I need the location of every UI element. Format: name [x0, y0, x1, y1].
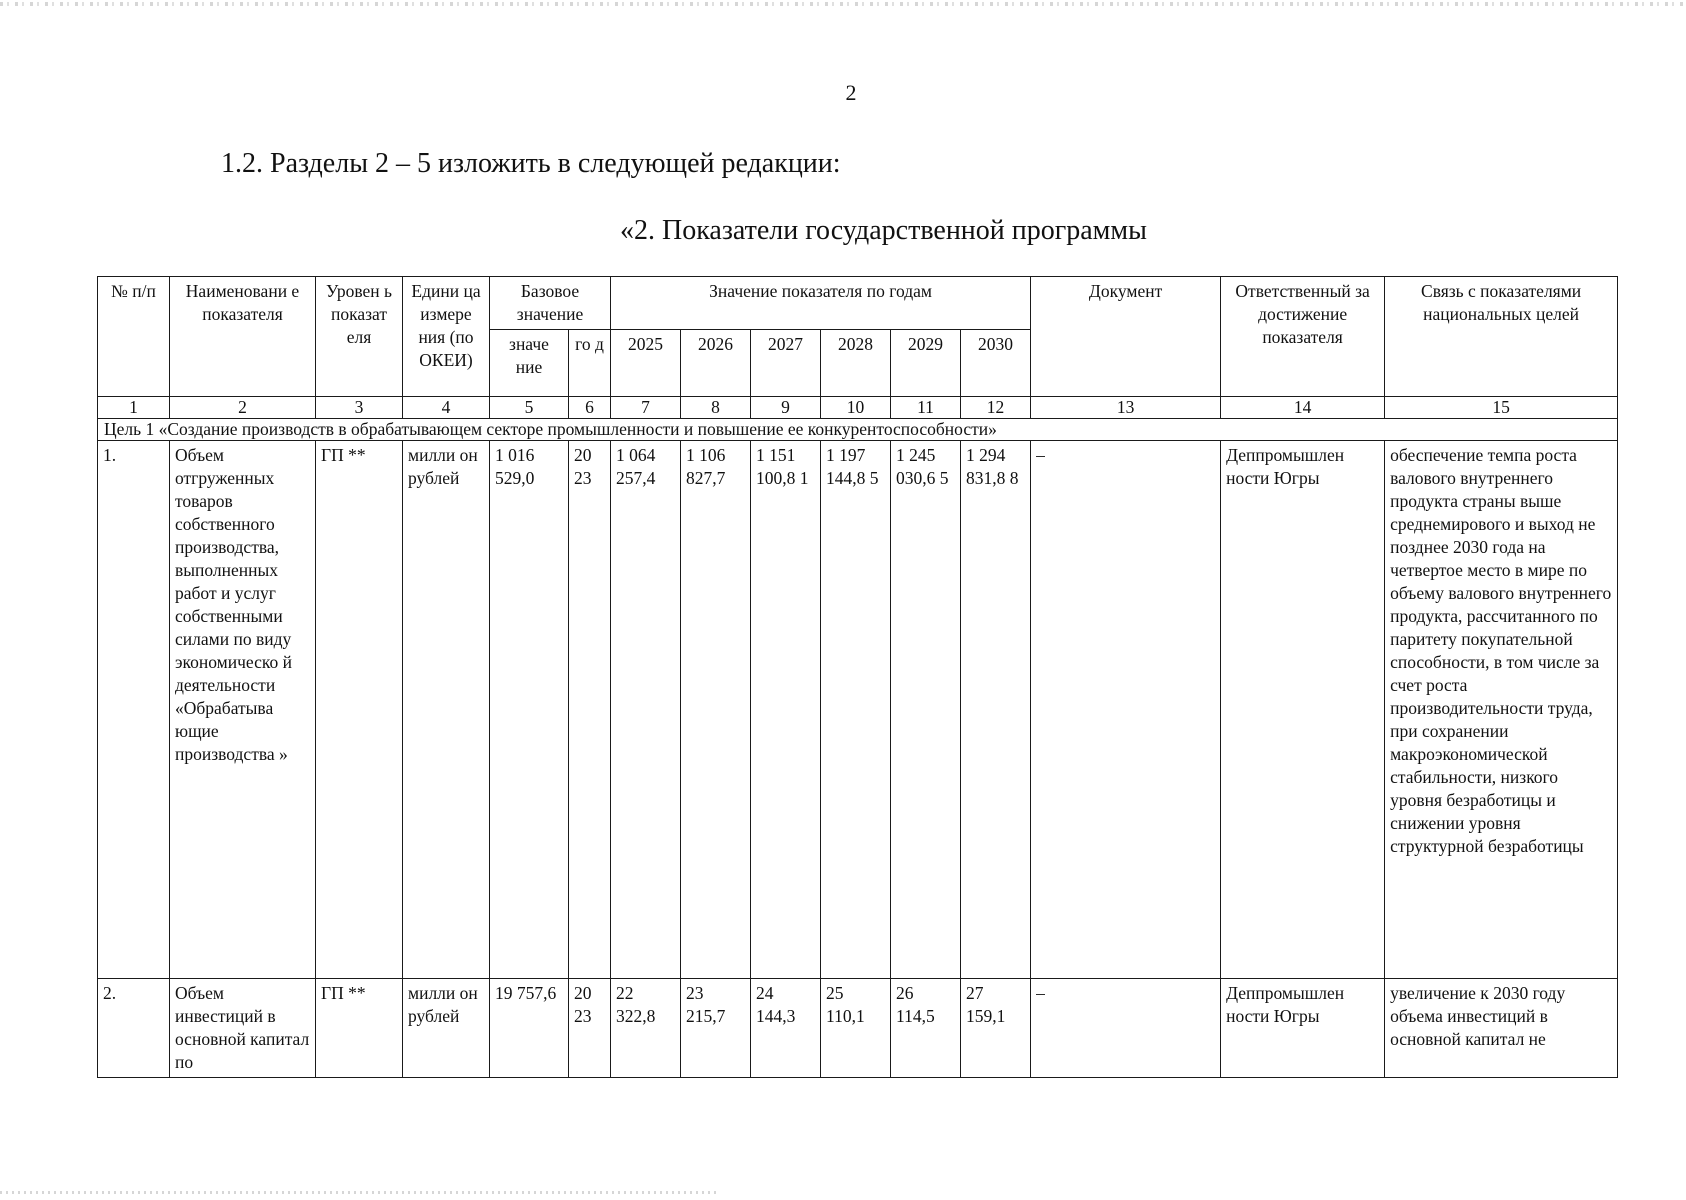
header-row-1 — [98, 277, 1618, 330]
column-number: 7 — [611, 397, 681, 419]
indicators-table — [97, 276, 1618, 1078]
scan-artifact-bottom — [0, 1191, 720, 1194]
row-value-2030: 27 159,1 — [961, 979, 1031, 1078]
row-value-2029: 1 245 030,6 5 — [891, 441, 961, 979]
row-unit: милли он рублей — [403, 441, 490, 979]
row-num: 2. — [98, 979, 170, 1078]
column-number: 15 — [1385, 397, 1618, 419]
row-value-2028: 25 110,1 — [821, 979, 891, 1078]
header-base-year: го д — [569, 330, 611, 397]
header-year-2030: 2030 — [961, 330, 1031, 397]
table-row — [98, 979, 1618, 1078]
row-value-2026: 1 106 827,7 — [681, 441, 751, 979]
header-name: Наименовани е показателя — [170, 277, 316, 397]
goal-row — [98, 419, 1618, 441]
column-number: 1 — [98, 397, 170, 419]
header-year-2025: 2025 — [611, 330, 681, 397]
row-value-2030: 1 294 831,8 8 — [961, 441, 1031, 979]
header-year-2026: 2026 — [681, 330, 751, 397]
column-number: 3 — [316, 397, 403, 419]
row-base-year: 20 23 — [569, 441, 611, 979]
column-number: 9 — [751, 397, 821, 419]
row-value-2026: 23 215,7 — [681, 979, 751, 1078]
instruction-text: 1.2. Разделы 2 – 5 изложить в следующей редакции: — [221, 148, 841, 179]
column-numbers-row — [98, 397, 1618, 419]
header-num: № п/п — [98, 277, 170, 397]
row-value-2028: 1 197 144,8 5 — [821, 441, 891, 979]
row-value-2029: 26 114,5 — [891, 979, 961, 1078]
row-value-2027: 1 151 100,8 1 — [751, 441, 821, 979]
row-base-value: 19 757,6 — [490, 979, 569, 1078]
header-base: Базовое значение — [490, 277, 611, 330]
row-name: Объем инвестиций в основной капитал по — [170, 979, 316, 1078]
row-document: – — [1031, 441, 1221, 979]
header-link: Связь с показателями национальных целей — [1385, 277, 1618, 397]
row-level: ГП ** — [316, 979, 403, 1078]
table-row — [98, 441, 1618, 979]
column-number: 12 — [961, 397, 1031, 419]
column-number: 11 — [891, 397, 961, 419]
row-document: – — [1031, 979, 1221, 1078]
row-link: обеспечение темпа роста валового внутреннего продукта страны выше среднемирового и выход не позднее 2030 года на четвертое место в мире по объему валового внутреннего продукта, рассчитанного по паритету покупательной способности, в том числе за счет роста производительности труда, при сохранении макроэкономической стабильности, низкого уровня безработицы и снижении уровня структурной безработицы — [1385, 441, 1618, 979]
column-number: 4 — [403, 397, 490, 419]
header-responsible: Ответственный за достижение показателя — [1221, 277, 1385, 397]
goal-text: Цель 1 «Создание производств в обрабатывающем секторе промышленности и повышение ее конкурентоспособности» — [98, 419, 1618, 441]
row-unit: милли он рублей — [403, 979, 490, 1078]
row-value-2027: 24 144,3 — [751, 979, 821, 1078]
column-number: 5 — [490, 397, 569, 419]
column-number: 6 — [569, 397, 611, 419]
scan-artifact-top — [0, 2, 1686, 6]
row-link: увеличение к 2030 году объема инвестиций в основной капитал не — [1385, 979, 1618, 1078]
row-num: 1. — [98, 441, 170, 979]
header-base-value: значе ние — [490, 330, 569, 397]
column-number: 2 — [170, 397, 316, 419]
header-unit: Едини ца измере ния (по ОКЕИ) — [403, 277, 490, 397]
column-number: 14 — [1221, 397, 1385, 419]
row-level: ГП ** — [316, 441, 403, 979]
row-base-year: 20 23 — [569, 979, 611, 1078]
section-title: «2. Показатели государственной программы — [620, 215, 1147, 246]
header-year-2027: 2027 — [751, 330, 821, 397]
column-number: 8 — [681, 397, 751, 419]
column-number: 13 — [1031, 397, 1221, 419]
page-number: 2 — [845, 80, 857, 105]
row-value-2025: 22 322,8 — [611, 979, 681, 1078]
header-year-2028: 2028 — [821, 330, 891, 397]
column-number: 10 — [821, 397, 891, 419]
header-document: Документ — [1031, 277, 1221, 397]
row-base-value: 1 016 529,0 — [490, 441, 569, 979]
row-responsible: Деппромышлен ности Югры — [1221, 979, 1385, 1078]
row-name: Объем отгруженных товаров собственного производства, выполненных работ и услуг собственными силами по виду экономическо й деятельности «Обрабатыва ющие производства » — [170, 441, 316, 979]
header-level: Уровен ь показат еля — [316, 277, 403, 397]
header-year-2029: 2029 — [891, 330, 961, 397]
row-responsible: Деппромышлен ности Югры — [1221, 441, 1385, 979]
header-years-group: Значение показателя по годам — [611, 277, 1031, 330]
row-value-2025: 1 064 257,4 — [611, 441, 681, 979]
